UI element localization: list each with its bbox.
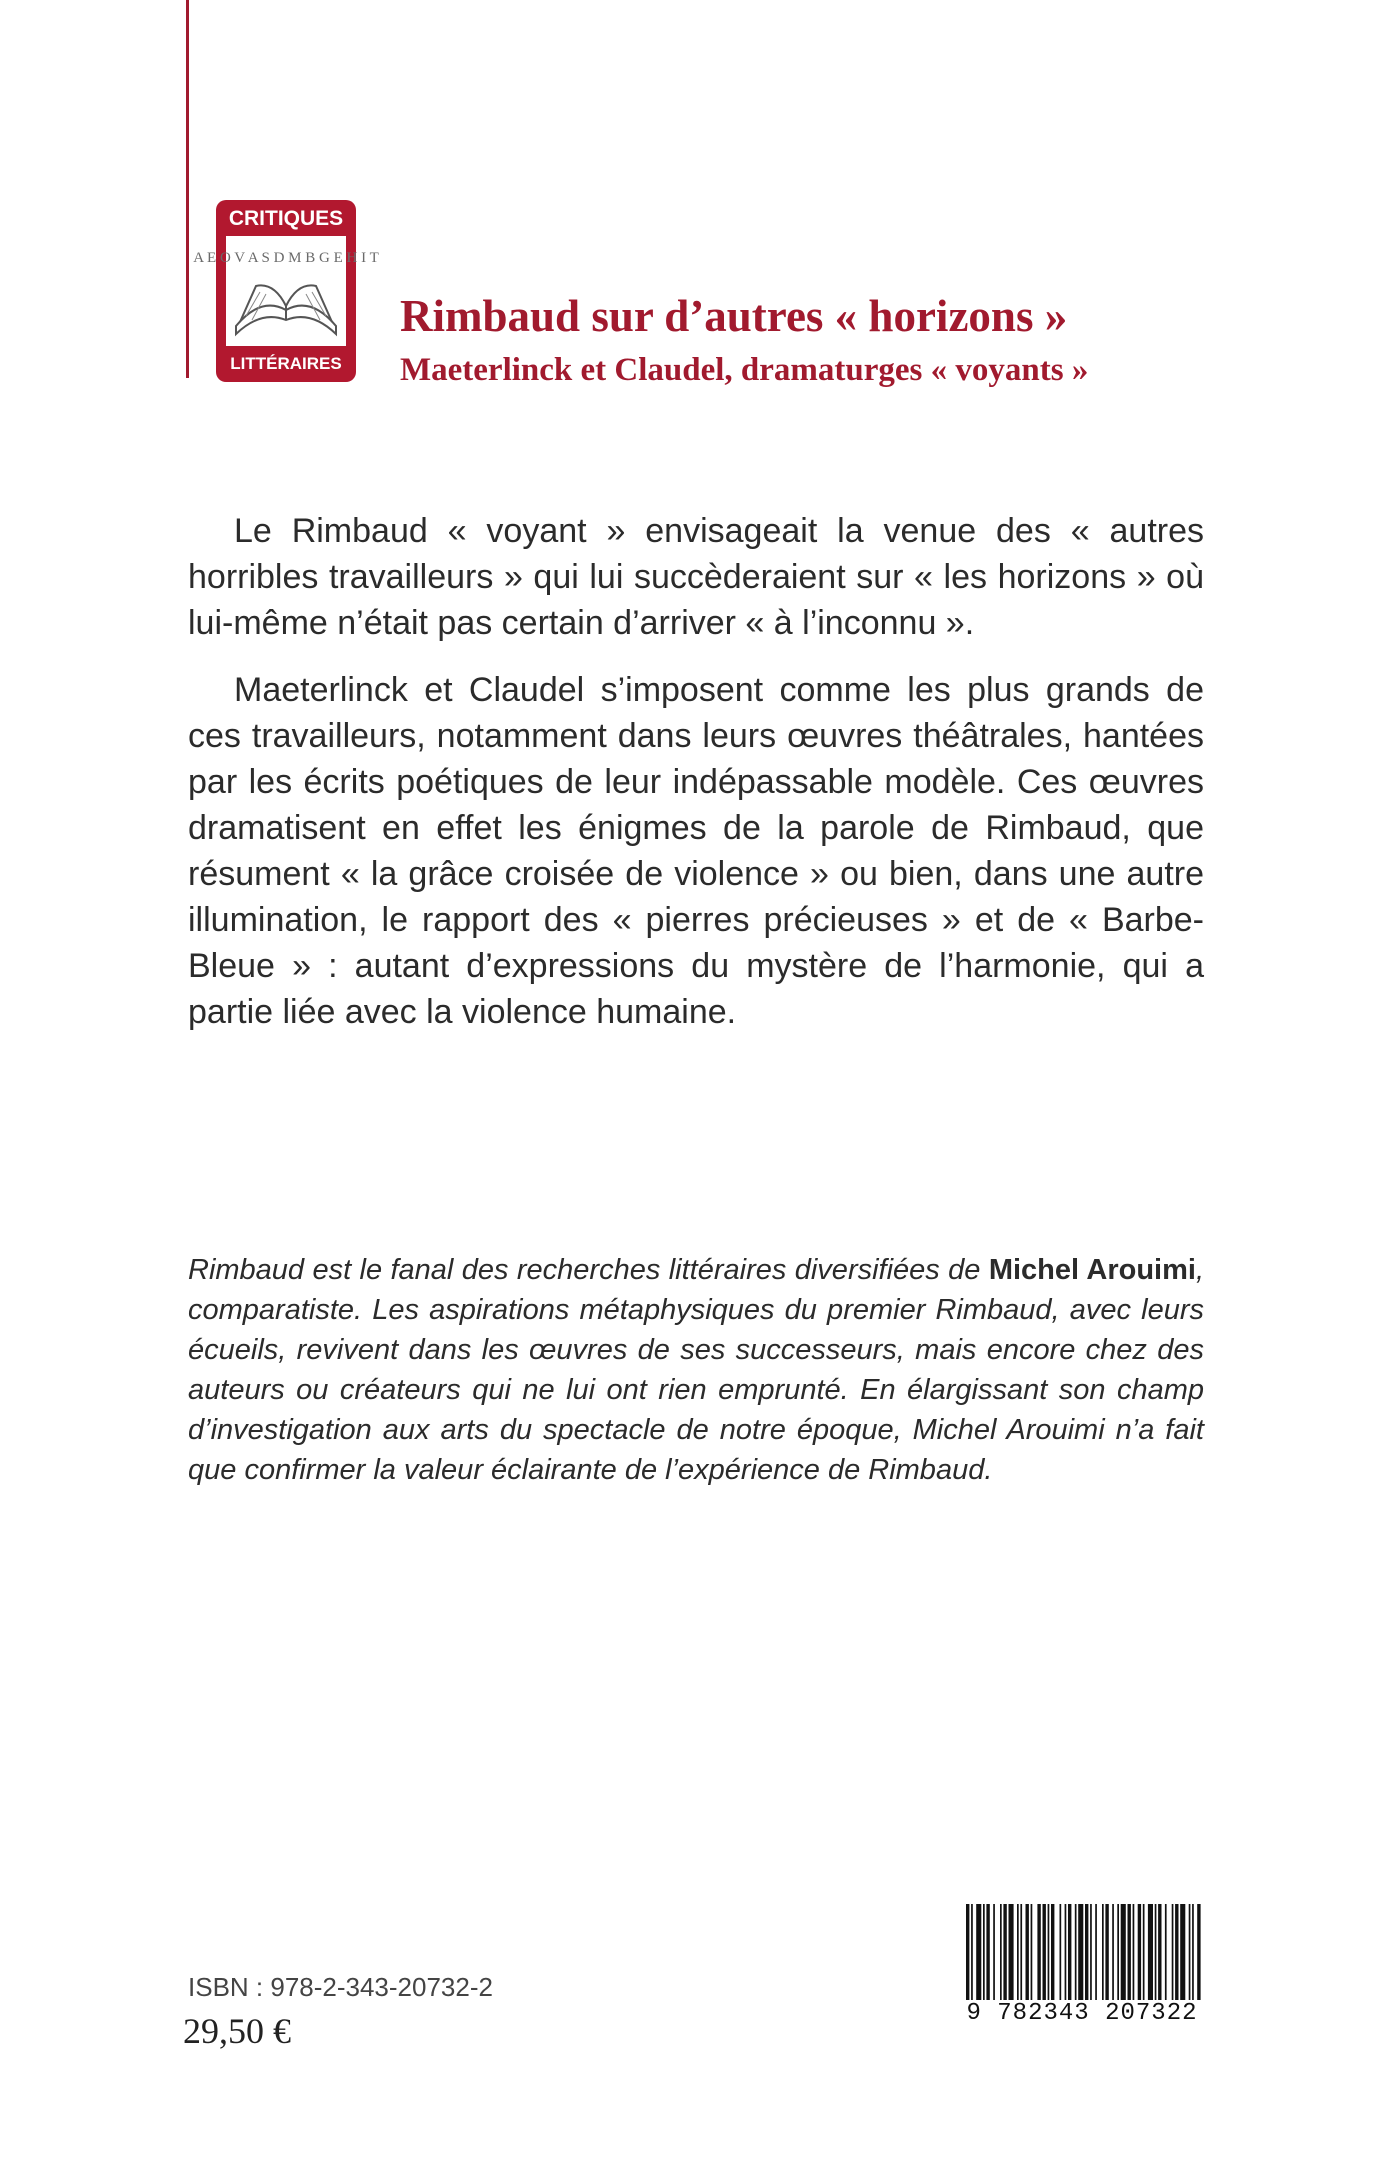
barcode-bar xyxy=(1117,1904,1119,2004)
barcode-bar xyxy=(1095,1904,1097,2004)
blurb-paragraph-1: Le Rimbaud « voyant » envisageait la venue des « autres horribles travailleurs » qui lui succèderaient sur « les horizons » où lui-même n’était pas certain d’arriver « à l’inconnu ». xyxy=(188,512,1204,642)
barcode-digits: 9 782343 207322 xyxy=(962,2000,1202,2027)
series-logo-bottom-label: LITTÉRAIRES xyxy=(230,354,342,373)
barcode-bar xyxy=(1003,1904,1006,2004)
barcode-bar xyxy=(971,1904,973,2004)
barcode-bar xyxy=(1048,1904,1050,2004)
barcode-bar xyxy=(1148,1904,1153,2004)
barcode-bar xyxy=(1090,1904,1092,2004)
barcode-bar xyxy=(1051,1904,1054,2004)
logo-letters-text: A E O V A S D M B G E H I T xyxy=(193,250,379,266)
price-label: 29,50 € xyxy=(183,2011,291,2051)
barcode-bar xyxy=(1112,1904,1114,2004)
barcode-bar xyxy=(1060,1904,1062,2004)
author-bio-intro: Rimbaud est le fanal des recherches littéraires diversifiées de xyxy=(188,1254,989,1286)
barcode-bar xyxy=(983,1904,985,2004)
barcode-bar xyxy=(1065,1904,1067,2004)
blurb-paragraph-2: Maeterlinck et Claudel s’imposent comme les plus grands de ces travailleurs, notamment dans leurs œuvres théâtrales, hantées par les écrits poétiques de leur indépassable modèle. Ces œuvres dramatisent en effet les énigmes de la parole de Rimbaud, que résument « la grâce croisée de violence » ou bien, dans une autre illumination, le rapport des « pierres précieuses » et de « Barbe-Bleue » : autant d’expressions du mystère de l’harmonie, qui a partie liée avec la violence humaine. xyxy=(188,671,1204,1031)
barcode-bar xyxy=(1165,1904,1167,2004)
book-subtitle: Maeterlinck et Claudel, dramaturges « voyants » xyxy=(400,352,1089,388)
barcode-bar xyxy=(1000,1904,1002,2004)
author-bio xyxy=(188,1250,1204,1490)
barcode-bar xyxy=(1102,1904,1104,2004)
barcode-bar xyxy=(1138,1904,1141,2004)
barcode-bar xyxy=(1026,1904,1029,2004)
series-logo-top-label: CRITIQUES xyxy=(228,207,344,230)
barcode-bar xyxy=(1180,1904,1185,2004)
barcode-bar xyxy=(993,1904,995,2004)
barcode-bar xyxy=(1133,1904,1135,2004)
barcode-bar xyxy=(1105,1904,1108,2004)
barcode-bars xyxy=(962,1904,1202,2004)
barcode-bar xyxy=(1037,1904,1040,2004)
barcode-bar xyxy=(1031,1904,1033,2004)
barcode-bar xyxy=(1155,1904,1157,2004)
barcode-bar xyxy=(986,1904,989,2004)
barcode-bar xyxy=(1189,1904,1191,2004)
isbn-label: ISBN : 978-2-343-20732-2 xyxy=(188,1972,493,2002)
series-logo xyxy=(193,200,379,382)
barcode-bar xyxy=(1192,1904,1194,2004)
barcode xyxy=(962,1904,1202,2044)
barcode-bar xyxy=(1017,1904,1019,2004)
barcode-bar xyxy=(1143,1904,1145,2004)
barcode-bar xyxy=(1075,1904,1077,2004)
barcode-bar xyxy=(1078,1904,1083,2004)
barcode-bar xyxy=(976,1904,981,2004)
barcode-bar xyxy=(1121,1904,1126,2004)
barcode-bar xyxy=(1175,1904,1178,2004)
barcode-bar xyxy=(1172,1904,1174,2004)
barcode-bar xyxy=(1020,1904,1022,2004)
red-vertical-rule xyxy=(186,0,189,378)
barcode-bar xyxy=(1197,1904,1200,2004)
barcode-bar xyxy=(1068,1904,1071,2004)
barcode-bar xyxy=(1085,1904,1088,2004)
barcode-bar xyxy=(1009,1904,1014,2004)
book-title: Rimbaud sur d’autres « horizons » xyxy=(400,291,1068,341)
barcode-bar xyxy=(966,1904,969,2004)
author-bio-rest: , comparatiste. Les aspirations métaphysiques du premier Rimbaud, avec leurs écueils, revivent dans les œuvres de ses successeurs, mais encore chez des auteurs ou créateurs qui ne lui ont rien emprunté. En élargissant son champ d’investigation aux arts du spectacle de notre époque, Michel Arouimi n’a fait que confirmer la valeur éclairante de l’expérience de Rimbaud. xyxy=(188,1254,1204,1486)
barcode-bar xyxy=(1128,1904,1131,2004)
barcode-bar xyxy=(1158,1904,1161,2004)
barcode-bar xyxy=(1043,1904,1046,2004)
author-name: Michel Arouimi xyxy=(988,1254,1196,1286)
open-book-icon xyxy=(193,236,379,346)
